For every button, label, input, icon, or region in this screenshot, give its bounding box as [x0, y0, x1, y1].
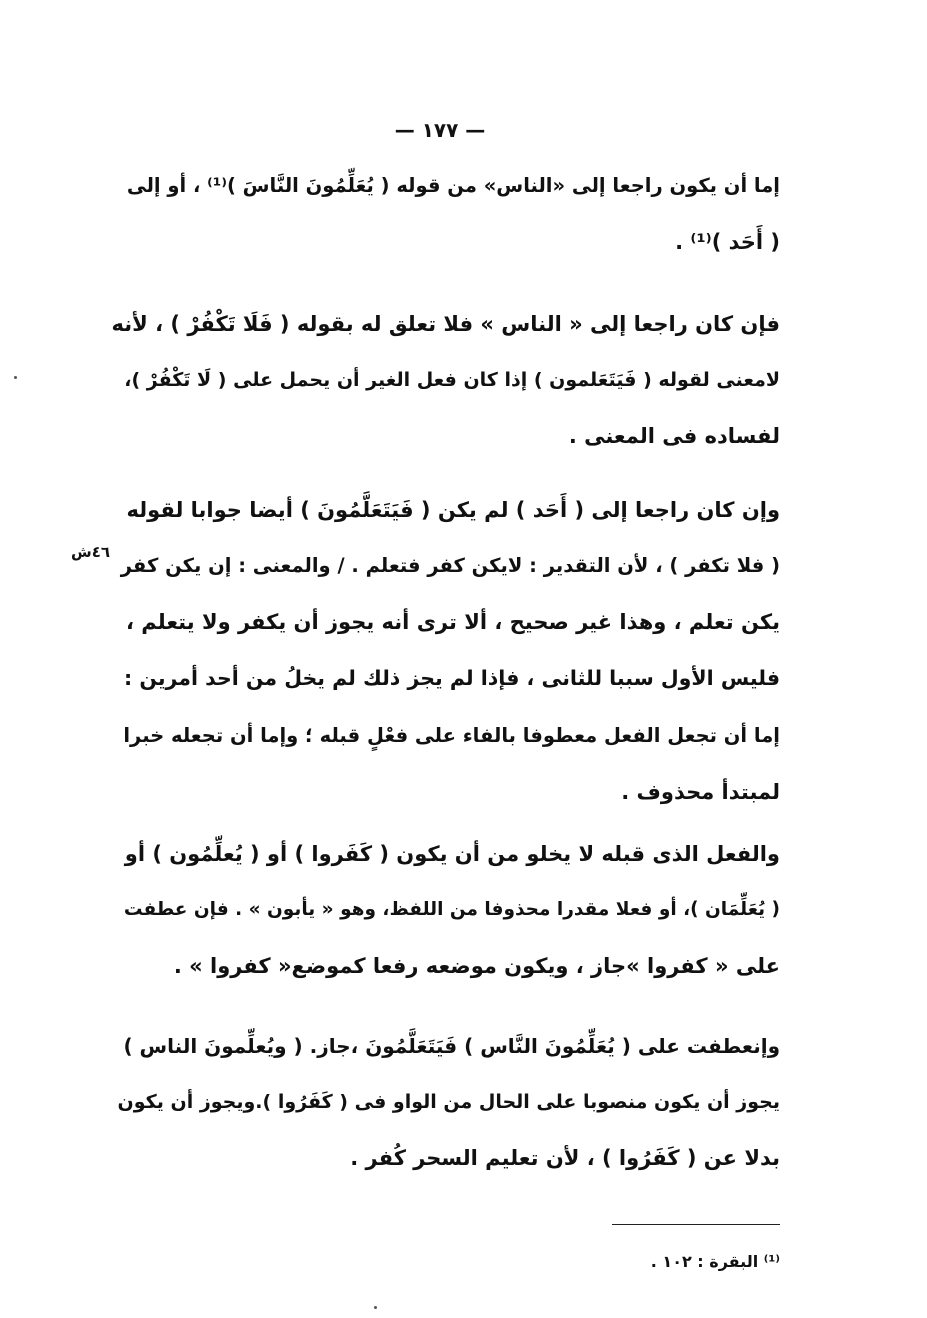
- paragraph-3: [112, 482, 780, 706]
- margin-manuscript-note: ٤٦ش: [70, 543, 110, 561]
- paragraph-line: ( فلا تكفر ) ، لأن التقدير : لايكن كفر فتعلم . / والمعنى : إن يكن كفر: [120, 554, 780, 577]
- paragraph-line: لفساده فى المعنى .: [568, 424, 780, 448]
- paragraph-line: ( أَحَد )⁽¹⁾ .: [675, 230, 780, 254]
- paragraph-line: لمبتدأ محذوف .: [621, 780, 780, 804]
- paragraph-line: إما أن يكون راجعا إلى «الناس» من قوله ( يُعَلِّمُونَ النَّاسَ )⁽¹⁾ ، أو إلى: [126, 174, 780, 197]
- paragraph-2: [112, 296, 780, 464]
- paragraph-6: [112, 1018, 780, 1186]
- paragraph-line: يجوز أن يكون منصوبا على الحال من الواو فى ( كَفَرُوا ).ويجوز أن يكون: [117, 1091, 780, 1113]
- paragraph-line: إما أن تجعل الفعل معطوفا بالفاء على فعْلٍ قبله ؛ وإما أن تجعله خبرا: [123, 724, 780, 747]
- paragraph-line: يكن تعلم ، وهذا غير صحيح ، ألا ترى أنه يجوز أن يكفر ولا يتعلم ،: [126, 610, 780, 634]
- footnote: ⁽¹⁾ البقرة : ١٠٢ .: [650, 1252, 780, 1271]
- paragraph-5: [112, 826, 780, 994]
- page-number: — ١٧٧ —: [394, 118, 486, 142]
- paragraph-line: بدلا عن ( كَفَرُوا ) ، لأن تعليم السحر كُفر .: [350, 1146, 780, 1170]
- scan-speck: [374, 1306, 377, 1309]
- paragraph-line: لامعنى لقوله ( فَيَتَعَلمون ) إذا كان فعل الغير أن يحمل على ( لَا تَكْفُرْ )،: [124, 369, 780, 391]
- paragraph-line: والفعل الذى قبله لا يخلو من أن يكون ( كَفَروا ) أو ( يُعلِّمُون ) أو: [124, 842, 780, 866]
- paragraph-line: ( يُعَلِّمَان )، أو فعلا مقدرا محذوفا من اللفظ، وهو « يأبون » . فإن عطفت: [123, 899, 780, 920]
- paragraph-line: فإن كان راجعا إلى « الناس » فلا تعلق له بقوله ( فَلَا تَكْفُرْ ) ، لأنه: [112, 312, 780, 336]
- paragraph-line: فليس الأول سببا للثانى ، فإذا لم يجز ذلك لم يخلُ من أحد أمرين :: [124, 666, 780, 690]
- paragraph-line: وإنعطفت على ( يُعَلِّمُونَ النَّاس ) فَيَتَعَلَّمُونَ ،جاز. ( ويُعلِّمونَ الناس ): [123, 1034, 780, 1058]
- footnote-divider: [612, 1224, 780, 1225]
- paragraph-line: وإن كان راجعا إلى ( أَحَد ) لم يكن ( فَيَتَعَلَّمُونَ ) أيضا جوابا لقوله: [126, 498, 780, 522]
- paragraph-1: [112, 158, 780, 270]
- paragraph-line: على « كفروا »جاز ، ويكون موضعه رفعا كموضع« كفروا » .: [173, 954, 780, 978]
- scan-speck: [14, 376, 17, 379]
- paragraph-4: [112, 708, 780, 820]
